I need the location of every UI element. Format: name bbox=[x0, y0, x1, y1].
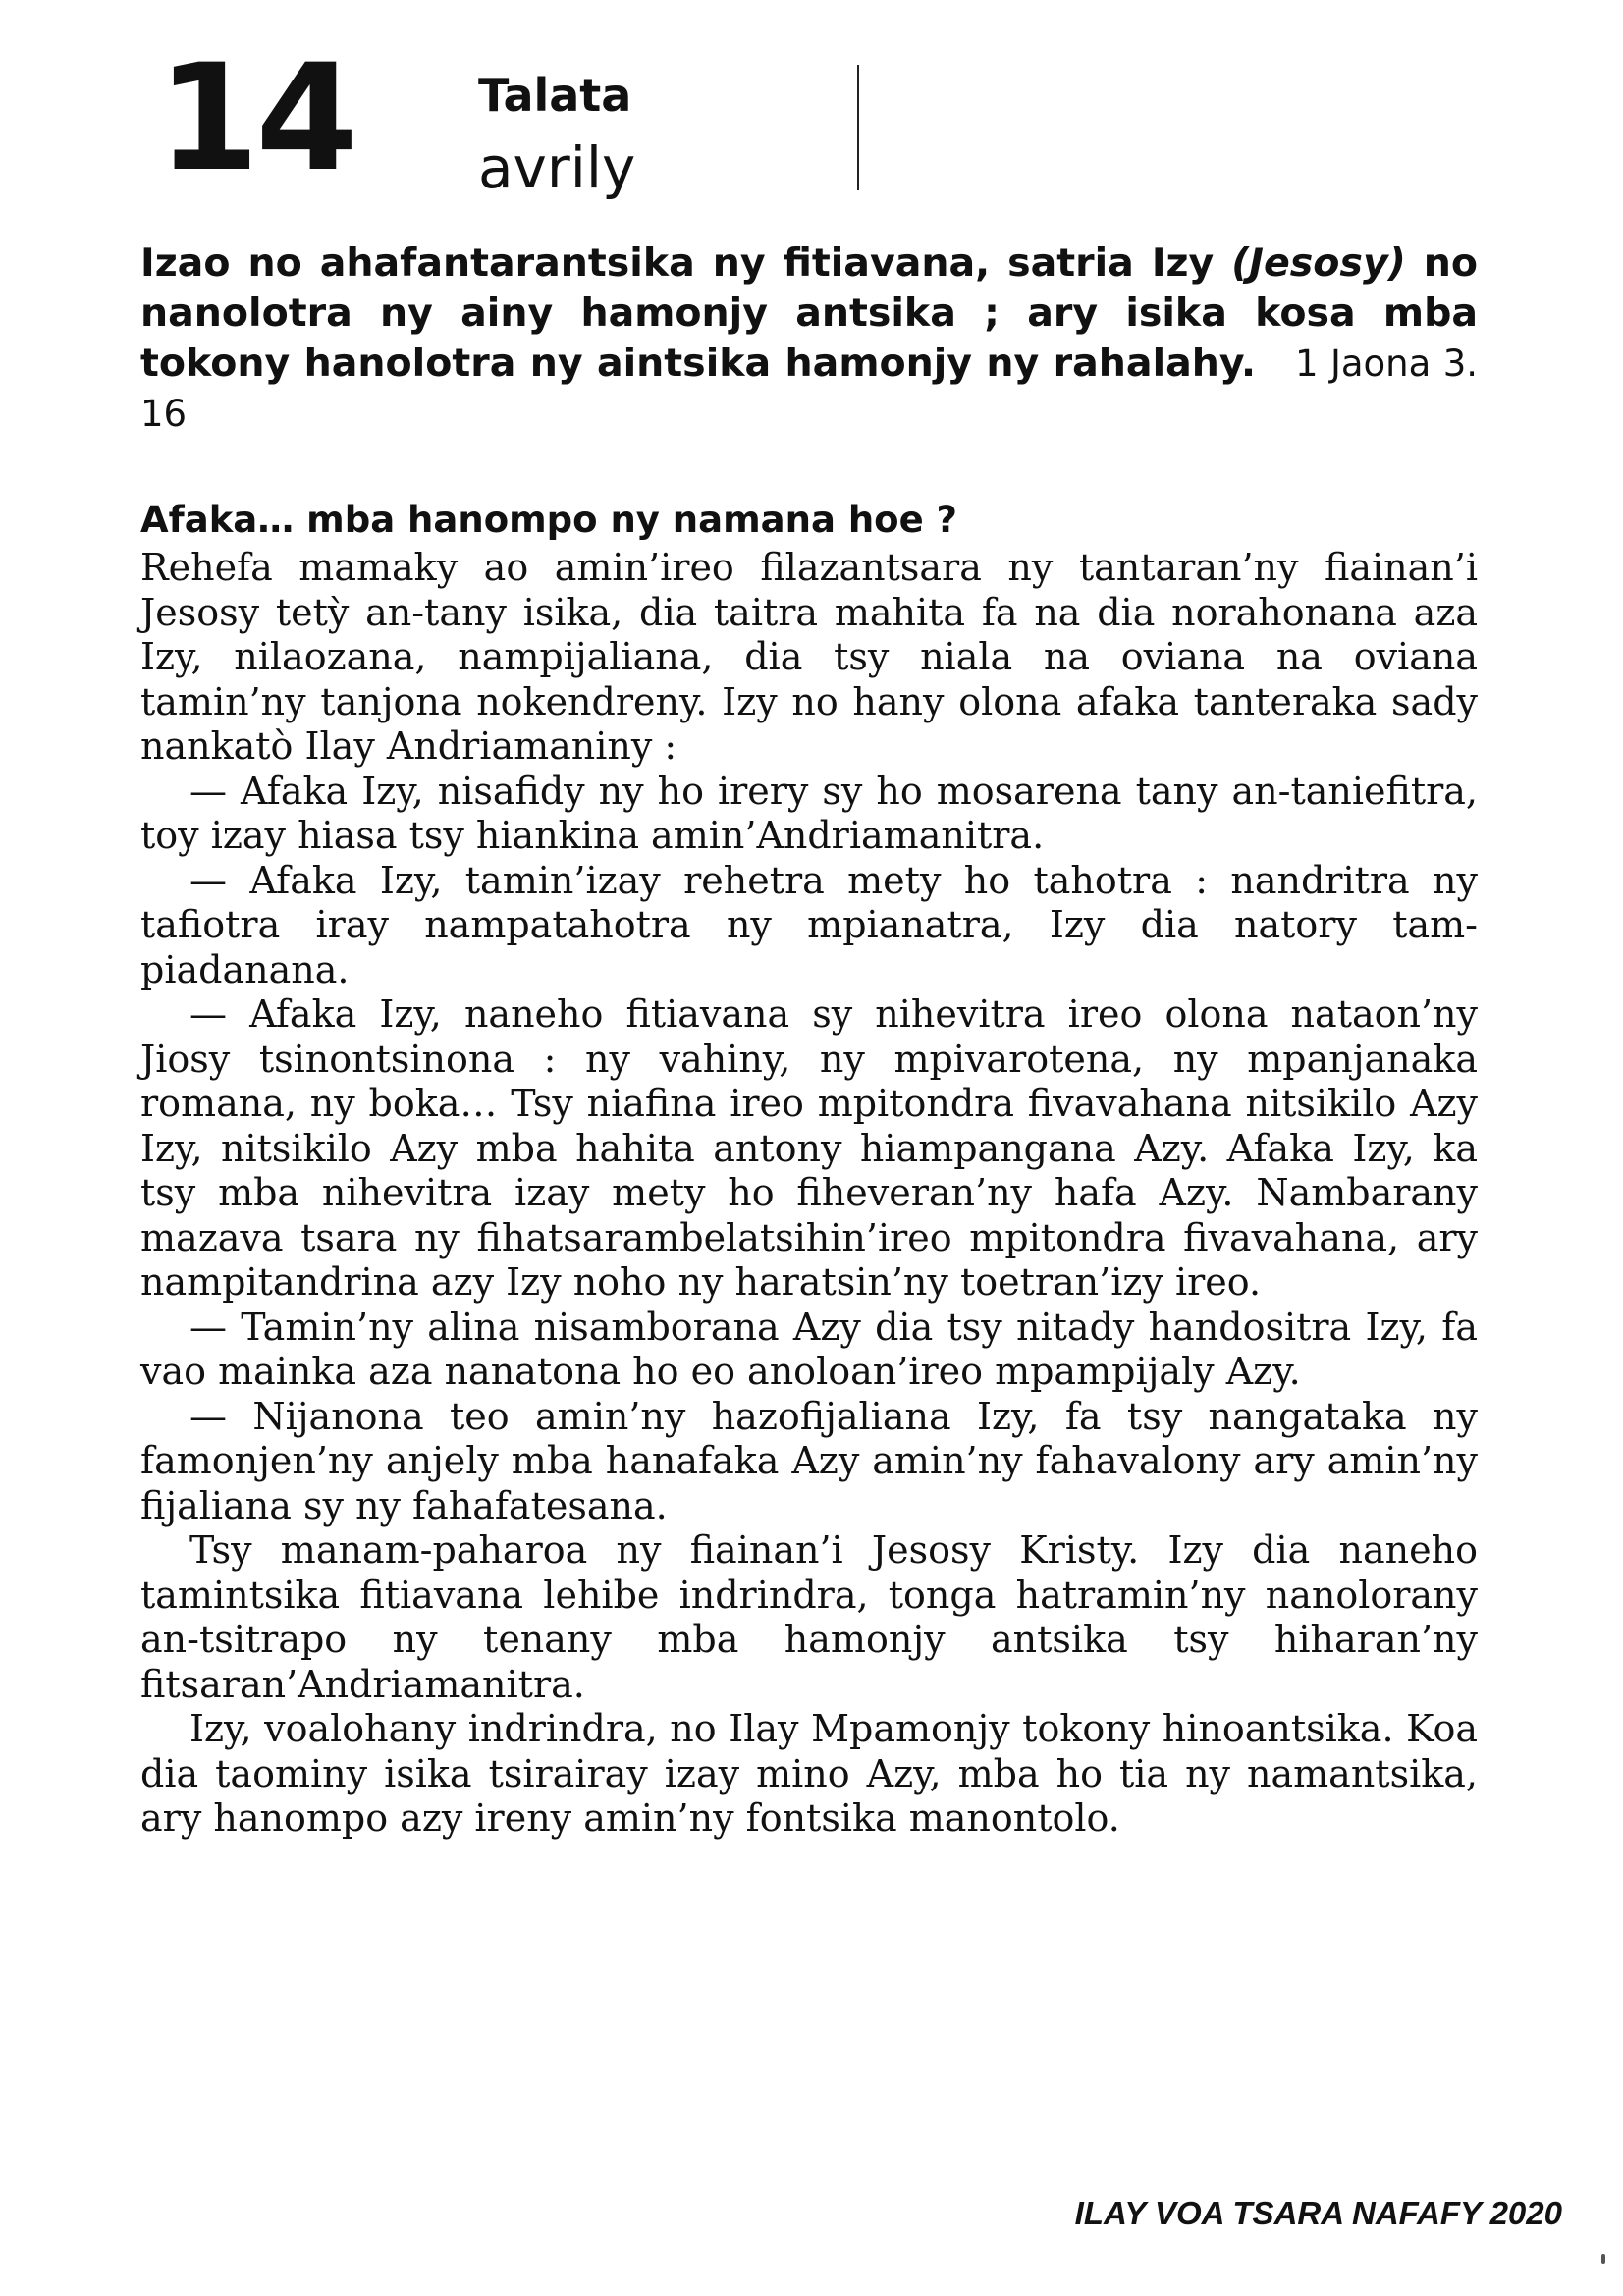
header-divider bbox=[857, 65, 859, 190]
body-paragraph: Tsy manam-paharoa ny fiainan’i Jesosy Kristy. Izy dia naneho tamintsika fitiavana lehibe indrindra, tonga hatramin’ny nanolorany an-tsitrapo ny tenany mba hamonjy antsika tsy hiharan’ny fitsaran’Andriamanitra. bbox=[140, 1528, 1478, 1706]
body-paragraph: Izy, voalohany indrindra, no Ilay Mpamonjy tokony hinoantsika. Koa dia taominy isika tsirairay izay mino Azy, mba ho tia ny namantsika, ary hanompo azy ireny amin’ny fontsika manontolo. bbox=[140, 1707, 1478, 1840]
body-paragraph: — Afaka Izy, naneho fitiavana sy nihevitra ireo olona nataon’ny Jiosy tsinontsinona : ny vahiny, ny mpivarotena, ny mpanjanaka romana, ny boka… Tsy niafina ireo mpitondra fivavahana nitsikilo Azy Izy, nitsikilo Azy mba hahita antony hiampangana Azy. Afaka Izy, ka tsy mba nihevitra izay mety ho fiheveran’ny hafa Azy. Nambarany mazava tsara ny fihatsarambelatsihin’ireo mpitondra fivavahana, ary nampitandrina azy Izy noho ny haratsin’ny toetran’izy ireo. bbox=[140, 992, 1478, 1304]
weekday-label: Talata bbox=[478, 69, 632, 122]
verse-text-part1: Izao no ahafantarantsika ny fitiavana, satria Izy bbox=[140, 240, 1232, 286]
bible-verse bbox=[140, 239, 1478, 439]
day-number: 14 bbox=[157, 33, 354, 204]
body-paragraph: — Afaka Izy, tamin’izay rehetra mety ho tahotra : nandritra ny tafiotra iray nampatahotra ny mpianatra, Izy dia natory tam-piadanana. bbox=[140, 858, 1478, 991]
verse-reference: 1 Jaona 3. 16 bbox=[140, 343, 1478, 435]
article-body bbox=[140, 546, 1478, 1842]
verse-emphasis: (Jesosy) bbox=[1231, 240, 1406, 286]
publication-footer: ILAY VOA TSARA NAFAFY 2020 bbox=[1074, 2195, 1562, 2231]
section-title: Afaka… mba hanompo ny namana hoe ? bbox=[140, 499, 958, 541]
body-paragraph: — Tamin’ny alina nisamborana Azy dia tsy nitady handositra Izy, fa vao mainka aza nanatona ho eo anoloan’ireo mpampijaly Azy. bbox=[140, 1305, 1478, 1393]
verse-text-part2: no nanolotra ny ainy hamonjy antsika ; ary isika kosa mba tokony hanolotra ny aintsika hamonjy ny rahalahy. bbox=[140, 240, 1478, 386]
body-paragraph: — Nijanona teo amin’ny hazofijaliana Izy, fa tsy nangataka ny famonjen’ny anjely mba hanafaka Azy amin’ny fahavalony ary amin’ny fijaliana sy ny fahafatesana. bbox=[140, 1394, 1478, 1527]
body-paragraph: — Afaka Izy, nisafidy ny ho irery sy ho mosarena tany an-taniefitra, toy izay hiasa tsy hiankina amin’Andriamanitra. bbox=[140, 769, 1478, 857]
page-edge-mark bbox=[1601, 2254, 1605, 2264]
month-label: avrily bbox=[478, 134, 636, 201]
body-paragraph: Rehefa mamaky ao amin’ireo filazantsara ny tantaran’ny fiainan’i Jesosy tetỳ an-tany isika, dia taitra mahita fa na dia norahonana aza Izy, nilaozana, nampijaliana, dia tsy niala na oviana na oviana tamin’ny tanjona nokendreny. Izy no hany olona afaka tanteraka sady nankatò Ilay Andriamaniny : bbox=[140, 546, 1478, 768]
